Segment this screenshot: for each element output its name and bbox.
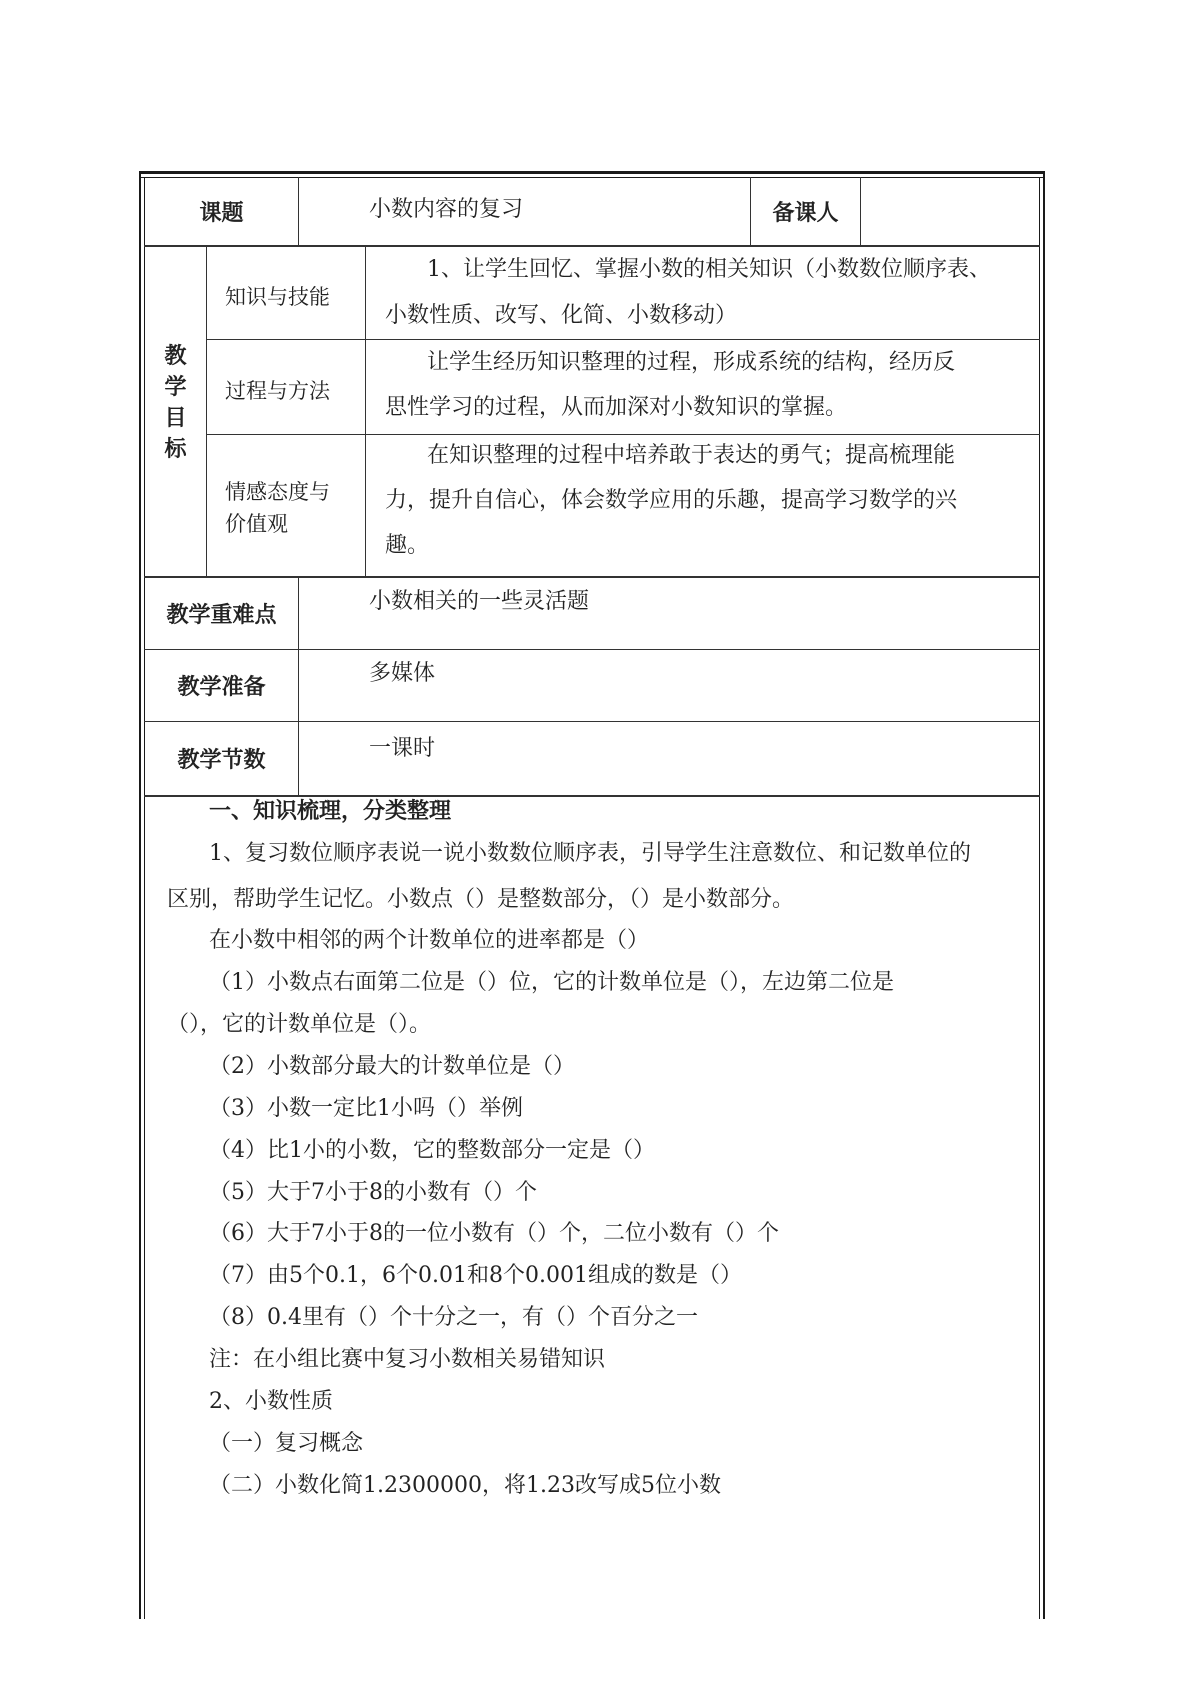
col-divider — [860, 177, 861, 246]
content-line: （5）大于7小于8的小数有（）个 — [209, 1180, 537, 1205]
preparer-label: 备课人 — [772, 201, 839, 226]
table-border-top — [139, 171, 1045, 174]
lesson-plan-table — [139, 171, 1045, 1619]
preparation-label: 教学准备 — [177, 675, 266, 700]
objective-process-line: 让学生经历知识整理的过程，形成系统的结构，经历反 — [427, 350, 956, 375]
row-divider — [144, 245, 1040, 247]
objectives-label-char: 标 — [164, 437, 187, 462]
col-divider — [365, 246, 366, 577]
objective-label-attitude: 情感态度与 — [225, 480, 330, 504]
objectives-label-char: 教 — [164, 344, 187, 369]
content-line: （7）由5个0.1，6个0.01和8个0.001组成的数是（） — [209, 1263, 742, 1288]
topic-value: 小数内容的复习 — [369, 197, 524, 222]
content-line: 区别，帮助学生记忆。小数点（）是整数部分，（）是小数部分。 — [167, 887, 795, 912]
content-line: （），它的计数单位是（）。 — [167, 1012, 432, 1037]
objective-knowledge-line: 1、让学生回忆、掌握小数的相关知识（小数数位顺序表、 — [427, 257, 991, 282]
objective-knowledge-line: 小数性质、改写、化简、小数移动） — [385, 303, 738, 328]
difficulty-label: 教学重难点 — [166, 603, 277, 628]
content-line: （1）小数点右面第二位是（）位，它的计数单位是（），左边第二位是 — [209, 970, 894, 995]
table-border-left — [139, 171, 141, 1619]
objective-label-attitude: 价值观 — [225, 512, 288, 536]
col-divider — [298, 577, 299, 796]
objectives-group-label — [145, 341, 206, 465]
col-divider — [298, 177, 299, 246]
objective-attitude-line: 在知识整理的过程中培养敢于表达的勇气；提高梳理能 — [427, 443, 956, 468]
content-line: （二）小数化简1.2300000，将1.23改写成5位小数 — [209, 1473, 721, 1498]
content-line: （8）0.4里有（）个十分之一，有（）个百分之一 — [209, 1305, 698, 1330]
content-line: （6）大于7小于8的一位小数有（）个，二位小数有（）个 — [209, 1221, 779, 1246]
content-line: 2、小数性质 — [209, 1389, 333, 1414]
objective-attitude-line: 趣。 — [385, 533, 430, 558]
objectives-label-char: 目 — [164, 406, 187, 431]
objective-process-line: 思性学习的过程，从而加深对小数知识的掌握。 — [385, 395, 848, 420]
objectives-label-char: 学 — [164, 375, 187, 400]
topic-label: 课题 — [199, 201, 244, 226]
section-heading: 一、知识梳理，分类整理 — [209, 799, 452, 824]
periods-label: 教学节数 — [177, 748, 266, 773]
objective-attitude-line: 力，提升自信心，体会数学应用的乐趣，提高学习数学的兴 — [385, 488, 958, 513]
content-line: 在小数中相邻的两个计数单位的进率都是（） — [209, 928, 650, 953]
preparation-value: 多媒体 — [369, 661, 436, 686]
objective-label-knowledge: 知识与技能 — [225, 285, 330, 309]
table-border-right — [1043, 171, 1045, 1619]
content-line: （4）比1小的小数，它的整数部分一定是（） — [209, 1138, 655, 1163]
col-divider — [206, 246, 207, 577]
difficulty-value: 小数相关的一些灵活题 — [369, 589, 590, 614]
content-line: 注：在小组比赛中复习小数相关易错知识 — [209, 1347, 606, 1372]
content-line: （2）小数部分最大的计数单位是（） — [209, 1054, 575, 1079]
row-divider — [206, 434, 1040, 435]
content-line: 1、复习数位顺序表说一说小数数位顺序表，引导学生注意数位、和记数单位的 — [209, 841, 971, 866]
periods-value: 一课时 — [369, 736, 436, 761]
objective-label-process: 过程与方法 — [225, 379, 330, 403]
table-border-right-inner — [1039, 177, 1040, 1619]
content-line: （3）小数一定比1小吗（）举例 — [209, 1096, 523, 1121]
row-divider — [206, 339, 1040, 340]
content-line: （一）复习概念 — [209, 1431, 364, 1456]
